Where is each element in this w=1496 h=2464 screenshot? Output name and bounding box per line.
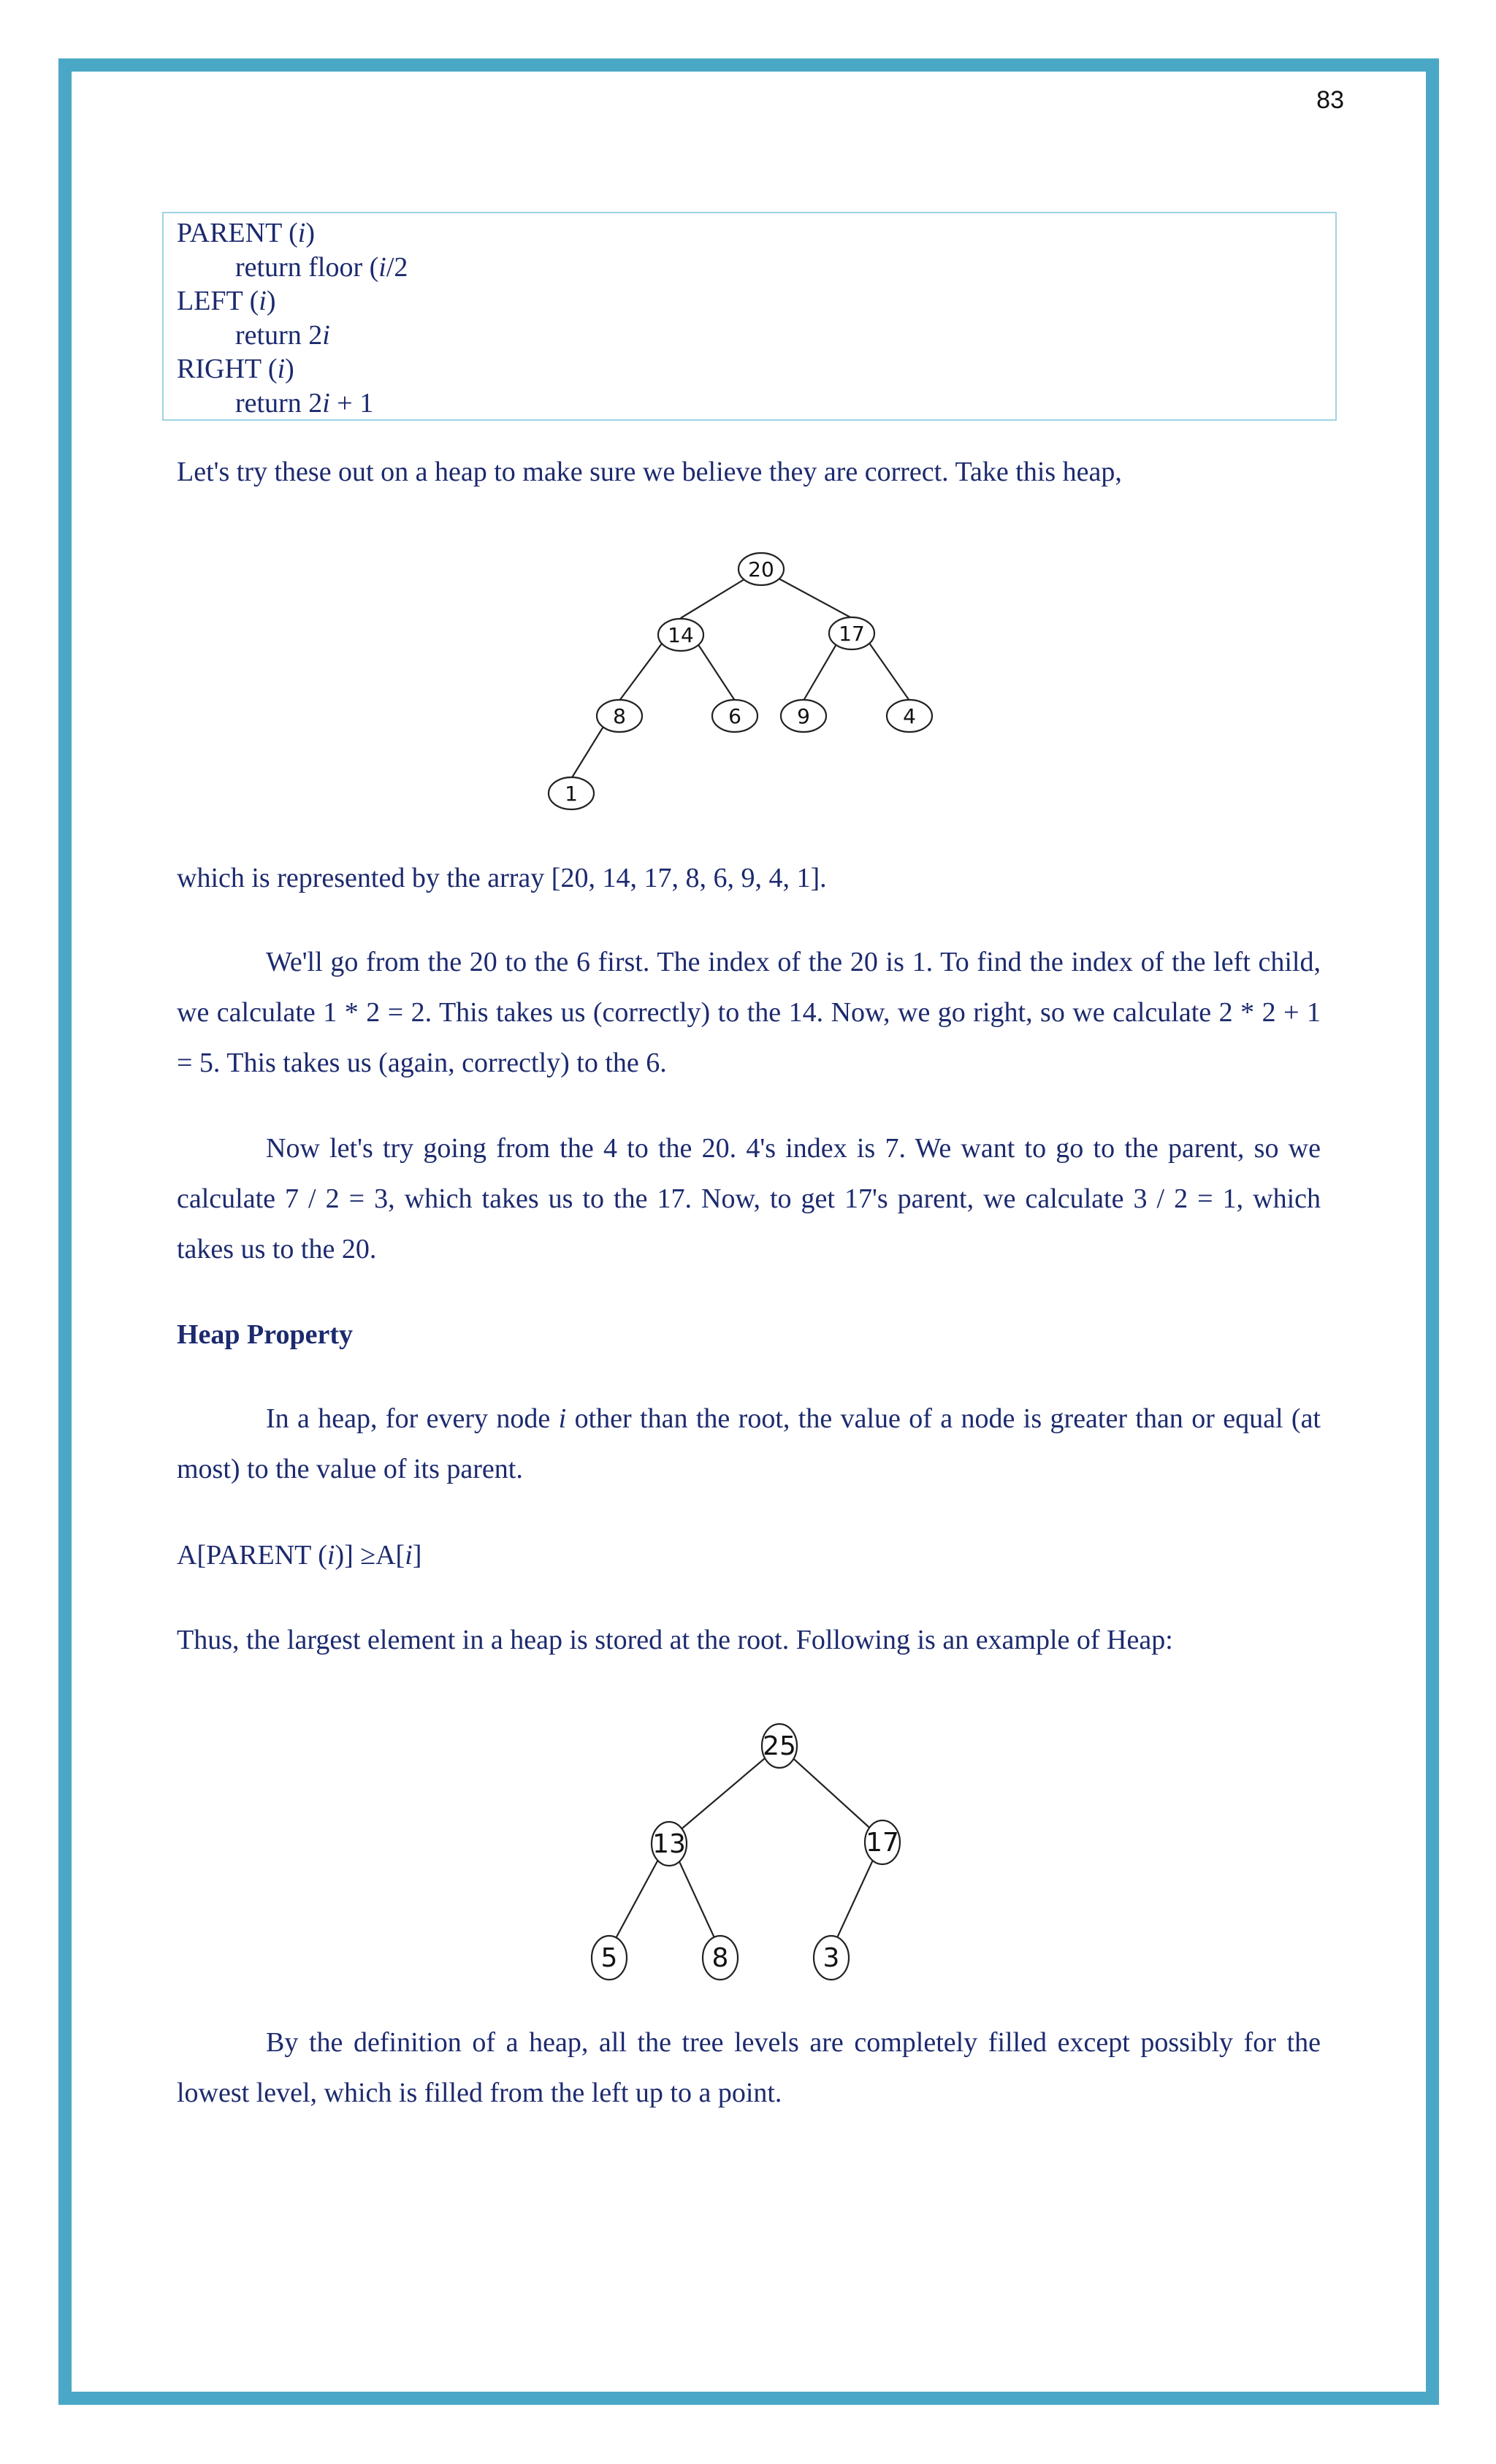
svg-text:4: 4 bbox=[903, 704, 916, 728]
tree1-node-1 bbox=[549, 777, 594, 809]
tree2-node-5 bbox=[592, 1936, 627, 1980]
page-number: 83 bbox=[1316, 86, 1344, 114]
array-paragraph: which is represented by the array [20, 14, 17, 8, 6, 9, 4, 1]. bbox=[177, 863, 827, 893]
svg-text:17: 17 bbox=[866, 1828, 899, 1858]
tree1-node-8 bbox=[597, 700, 642, 732]
svg-text:25: 25 bbox=[763, 1731, 796, 1761]
svg-text:8: 8 bbox=[613, 704, 626, 728]
tree2-node-17 bbox=[865, 1820, 900, 1864]
code-line-left: LEFT (i) bbox=[177, 286, 276, 316]
svg-text:8: 8 bbox=[711, 1943, 729, 1973]
tree1-node-20 bbox=[739, 553, 784, 585]
svg-text:14: 14 bbox=[668, 623, 694, 647]
tree1-node-4 bbox=[887, 700, 932, 732]
heap-tree-diagram-2 bbox=[570, 1709, 935, 1998]
svg-text:17: 17 bbox=[839, 622, 865, 646]
heap-tree-diagram-1 bbox=[511, 541, 964, 822]
tree2-node-13 bbox=[652, 1822, 687, 1866]
tree2-node-25 bbox=[762, 1724, 797, 1768]
svg-text:5: 5 bbox=[600, 1943, 618, 1973]
intro-paragraph: Let's try these out on a heap to make sure we believe they are correct. Take this heap, bbox=[177, 457, 1122, 487]
svg-text:1: 1 bbox=[565, 782, 578, 806]
tree1-node-9 bbox=[781, 700, 826, 732]
tree1-node-6 bbox=[712, 700, 757, 732]
heap-property-heading: Heap Property bbox=[177, 1319, 353, 1350]
svg-text:13: 13 bbox=[652, 1829, 686, 1859]
paragraph-traverse-20-to-6: We'll go from the 20 to the 6 first. The index of the 20 is 1. To find the index of the left child, we calculate 1 * 2 = 2. This takes us (correctly) to the 14. Now, we go right, so we calculate 2 * 2 + 1 = 5. This takes us (again, correctly) to the 6. bbox=[177, 947, 1321, 1078]
svg-text:20: 20 bbox=[748, 557, 774, 581]
svg-text:9: 9 bbox=[797, 704, 810, 728]
svg-text:6: 6 bbox=[728, 704, 741, 728]
code-line-right: RIGHT (i) bbox=[177, 354, 294, 384]
code-line-parent: PARENT (i) bbox=[177, 218, 315, 248]
code-line-right-return: return 2i + 1 bbox=[235, 387, 374, 419]
code-line-parent-return: return floor (i/2 bbox=[235, 251, 408, 283]
tree2-node-8 bbox=[703, 1936, 738, 1980]
heap-property-paragraph: In a heap, for every node i other than the root, the value of a node is greater than or equal (at most) to the value of its parent. bbox=[177, 1403, 1321, 1484]
heap-property-formula: A[PARENT (i)] ≥A[i] bbox=[177, 1540, 422, 1571]
largest-element-paragraph: Thus, the largest element in a heap is stored at the root. Following is an example of Heap: bbox=[177, 1625, 1173, 1655]
paragraph-traverse-4-to-20: Now let's try going from the 4 to the 20. 4's index is 7. We want to go to the parent, so we calculate 7 / 2 = 3, which takes us to the 17. Now, to get 17's parent, we calculate 3 / 2 = 1, which takes us to the 20. bbox=[177, 1133, 1321, 1265]
tree2-node-3 bbox=[814, 1936, 849, 1980]
tree1-node-17 bbox=[829, 617, 874, 649]
tree1-node-14 bbox=[658, 619, 703, 651]
pseudocode-box bbox=[162, 212, 1337, 421]
heap-definition-paragraph: By the definition of a heap, all the tree levels are completely filled except possibly for the lowest level, which is filled from the left up to a point. bbox=[177, 2027, 1321, 2108]
code-line-left-return: return 2i bbox=[235, 319, 330, 351]
svg-text:3: 3 bbox=[823, 1943, 840, 1973]
